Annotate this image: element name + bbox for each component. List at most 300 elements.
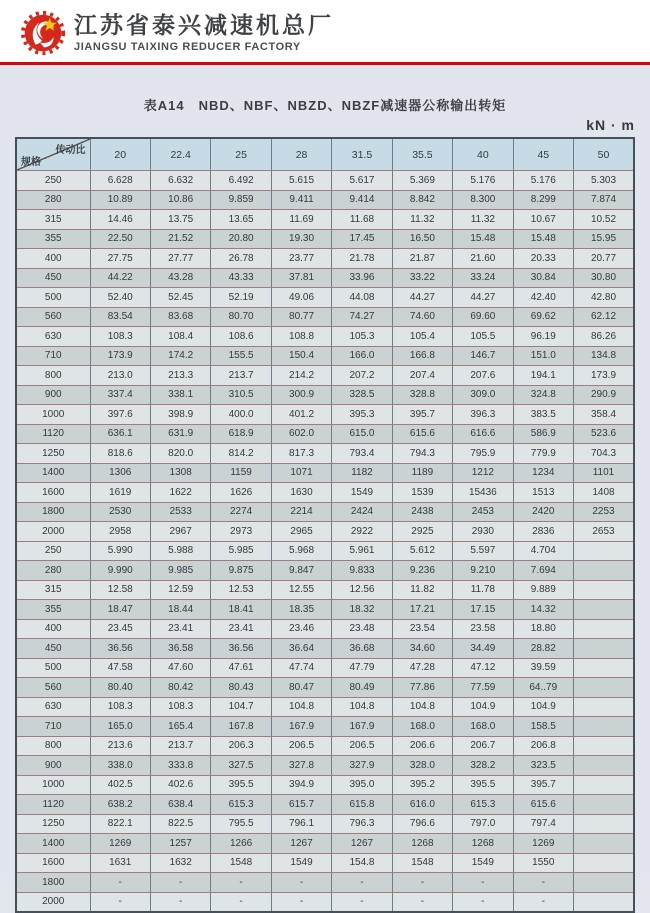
value-cell: 105.4: [392, 327, 452, 347]
value-cell: 814.2: [211, 444, 271, 464]
value-cell: 104.9: [453, 697, 513, 717]
spec-cell: 1800: [16, 502, 90, 522]
value-cell: 2420: [513, 502, 573, 522]
value-cell: 17.45: [332, 229, 392, 249]
value-cell: 18.41: [211, 600, 271, 620]
table-row: [16, 697, 634, 717]
spec-cell: 1250: [16, 814, 90, 834]
value-cell: 167.9: [332, 717, 392, 737]
value-cell: 704.3: [574, 444, 635, 464]
value-cell: [574, 775, 635, 795]
value-cell: 1268: [453, 834, 513, 854]
value-cell: 6.492: [211, 171, 271, 191]
value-cell: 1549: [271, 853, 331, 873]
value-cell: [574, 795, 635, 815]
spec-cell: 560: [16, 307, 90, 327]
ratio-column-header: 28: [271, 138, 331, 171]
value-cell: 16.50: [392, 229, 452, 249]
value-cell: 14.46: [90, 210, 150, 230]
value-cell: 20.77: [574, 249, 635, 269]
value-cell: 23.41: [211, 619, 271, 639]
value-cell: 22.50: [90, 229, 150, 249]
value-cell: 44.22: [90, 268, 150, 288]
spec-cell: 1600: [16, 483, 90, 503]
value-cell: 108.4: [150, 327, 210, 347]
value-cell: 327.8: [271, 756, 331, 776]
value-cell: 69.62: [513, 307, 573, 327]
value-cell: 18.80: [513, 619, 573, 639]
value-cell: 5.990: [90, 541, 150, 561]
spec-cell: 630: [16, 327, 90, 347]
value-cell: 5.617: [332, 171, 392, 191]
value-cell: 23.41: [150, 619, 210, 639]
table-row: [16, 678, 634, 698]
spec-cell: 280: [16, 190, 90, 210]
unit-label: kN · m: [586, 117, 635, 133]
value-cell: 47.12: [453, 658, 513, 678]
value-cell: 134.8: [574, 346, 635, 366]
value-cell: 43.33: [211, 268, 271, 288]
value-cell: [574, 561, 635, 581]
value-cell: 74.27: [332, 307, 392, 327]
value-cell: 166.0: [332, 346, 392, 366]
table-row: [16, 658, 634, 678]
value-cell: 1550: [513, 853, 573, 873]
table-row: [16, 522, 634, 542]
value-cell: 30.84: [513, 268, 573, 288]
value-cell: 358.4: [574, 405, 635, 425]
value-cell: 1548: [211, 853, 271, 873]
value-cell: 36.56: [211, 639, 271, 659]
value-cell: 52.40: [90, 288, 150, 308]
table-row: [16, 463, 634, 483]
spec-cell: 800: [16, 736, 90, 756]
value-cell: 797.4: [513, 814, 573, 834]
value-cell: 23.45: [90, 619, 150, 639]
value-cell: 1539: [392, 483, 452, 503]
value-cell: 324.8: [513, 385, 573, 405]
ratio-column-header: 40: [453, 138, 513, 171]
value-cell: 146.7: [453, 346, 513, 366]
value-cell: 395.5: [211, 775, 271, 795]
value-cell: 1071: [271, 463, 331, 483]
value-cell: 1513: [513, 483, 573, 503]
value-cell: 9.889: [513, 580, 573, 600]
value-cell: 615.3: [211, 795, 271, 815]
value-cell: 5.303: [574, 171, 635, 191]
value-cell: 52.19: [211, 288, 271, 308]
value-cell: 105.3: [332, 327, 392, 347]
value-cell: 395.5: [453, 775, 513, 795]
value-cell: 158.5: [513, 717, 573, 737]
value-cell: 37.81: [271, 268, 331, 288]
value-cell: 23.77: [271, 249, 331, 269]
value-cell: 337.4: [90, 385, 150, 405]
value-cell: 96.19: [513, 327, 573, 347]
value-cell: 150.4: [271, 346, 331, 366]
value-cell: 83.54: [90, 307, 150, 327]
value-cell: 77.86: [392, 678, 452, 698]
value-cell: 6.628: [90, 171, 150, 191]
value-cell: 1549: [453, 853, 513, 873]
value-cell: 9.859: [211, 190, 271, 210]
value-cell: 165.0: [90, 717, 150, 737]
table-row: [16, 717, 634, 737]
table-row: [16, 834, 634, 854]
table-title: 表A14 NBD、NBF、NBZD、NBZF减速器公称输出转矩: [143, 98, 507, 113]
value-cell: 615.0: [332, 424, 392, 444]
value-cell: 108.6: [211, 327, 271, 347]
spec-cell: 1800: [16, 873, 90, 893]
value-cell: 397.6: [90, 405, 150, 425]
value-cell: 39.59: [513, 658, 573, 678]
value-cell: 213.3: [150, 366, 210, 386]
value-cell: 616.0: [392, 795, 452, 815]
spec-cell: 280: [16, 561, 90, 581]
value-cell: -: [513, 892, 573, 912]
spec-cell: 1400: [16, 834, 90, 854]
spec-cell: 1250: [16, 444, 90, 464]
table-row: [16, 561, 634, 581]
value-cell: 795.5: [211, 814, 271, 834]
spec-cell: 800: [16, 366, 90, 386]
value-cell: -: [211, 873, 271, 893]
value-cell: 104.8: [332, 697, 392, 717]
value-cell: 9.990: [90, 561, 150, 581]
value-cell: 80.40: [90, 678, 150, 698]
value-cell: 618.9: [211, 424, 271, 444]
value-cell: 794.3: [392, 444, 452, 464]
value-cell: [574, 834, 635, 854]
value-cell: 47.61: [211, 658, 271, 678]
value-cell: [574, 892, 635, 912]
value-cell: 52.45: [150, 288, 210, 308]
value-cell: 2930: [453, 522, 513, 542]
value-cell: 12.53: [211, 580, 271, 600]
value-cell: 523.6: [574, 424, 635, 444]
value-cell: -: [453, 873, 513, 893]
value-cell: 1212: [453, 463, 513, 483]
value-cell: 207.2: [332, 366, 392, 386]
ratio-column-header: 35.5: [392, 138, 452, 171]
value-cell: [574, 853, 635, 873]
value-cell: [574, 873, 635, 893]
value-cell: 207.4: [392, 366, 452, 386]
table-row: [16, 775, 634, 795]
table-row: [16, 346, 634, 366]
value-cell: 166.8: [392, 346, 452, 366]
value-cell: 1308: [150, 463, 210, 483]
value-cell: -: [453, 892, 513, 912]
value-cell: 194.1: [513, 366, 573, 386]
torque-table: [15, 137, 635, 913]
spec-cell: 450: [16, 639, 90, 659]
value-cell: 207.6: [453, 366, 513, 386]
value-cell: 108.3: [90, 697, 150, 717]
value-cell: 820.0: [150, 444, 210, 464]
value-cell: 11.68: [332, 210, 392, 230]
value-cell: 213.0: [90, 366, 150, 386]
value-cell: 206.5: [332, 736, 392, 756]
value-cell: 23.48: [332, 619, 392, 639]
value-cell: 20.33: [513, 249, 573, 269]
value-cell: 23.46: [271, 619, 331, 639]
table-row: [16, 385, 634, 405]
value-cell: 9.985: [150, 561, 210, 581]
value-cell: 1631: [90, 853, 150, 873]
value-cell: 26.78: [211, 249, 271, 269]
value-cell: 43.28: [150, 268, 210, 288]
value-cell: 9.875: [211, 561, 271, 581]
table-row: [16, 444, 634, 464]
value-cell: 2533: [150, 502, 210, 522]
value-cell: 206.7: [453, 736, 513, 756]
value-cell: 10.86: [150, 190, 210, 210]
value-cell: 47.58: [90, 658, 150, 678]
spec-cell: 710: [16, 717, 90, 737]
value-cell: [574, 580, 635, 600]
value-cell: 383.5: [513, 405, 573, 425]
value-cell: 5.985: [211, 541, 271, 561]
value-cell: 206.3: [211, 736, 271, 756]
value-cell: 796.1: [271, 814, 331, 834]
value-cell: 1408: [574, 483, 635, 503]
spec-axis-label: 规格: [21, 157, 41, 168]
value-cell: -: [513, 873, 573, 893]
spec-cell: 355: [16, 600, 90, 620]
table-row: [16, 307, 634, 327]
value-cell: 20.80: [211, 229, 271, 249]
value-cell: 108.3: [90, 327, 150, 347]
value-cell: 615.6: [513, 795, 573, 815]
value-cell: 795.9: [453, 444, 513, 464]
spec-cell: 1600: [16, 853, 90, 873]
value-cell: 2922: [332, 522, 392, 542]
value-cell: 13.65: [211, 210, 271, 230]
value-cell: 9.236: [392, 561, 452, 581]
value-cell: 80.43: [211, 678, 271, 698]
value-cell: 11.32: [392, 210, 452, 230]
value-cell: 47.60: [150, 658, 210, 678]
value-cell: 155.5: [211, 346, 271, 366]
value-cell: 18.47: [90, 600, 150, 620]
value-cell: 2967: [150, 522, 210, 542]
value-cell: 42.80: [574, 288, 635, 308]
value-cell: 5.369: [392, 171, 452, 191]
spec-cell: 250: [16, 171, 90, 191]
value-cell: 174.2: [150, 346, 210, 366]
table-row: [16, 502, 634, 522]
ratio-column-header: 22.4: [150, 138, 210, 171]
value-cell: 11.78: [453, 580, 513, 600]
value-cell: 47.28: [392, 658, 452, 678]
value-cell: 2973: [211, 522, 271, 542]
table-row: [16, 853, 634, 873]
value-cell: 12.59: [150, 580, 210, 600]
value-cell: 173.9: [574, 366, 635, 386]
value-cell: [574, 756, 635, 776]
value-cell: 328.8: [392, 385, 452, 405]
value-cell: 44.27: [453, 288, 513, 308]
value-cell: 47.74: [271, 658, 331, 678]
value-cell: 15.48: [513, 229, 573, 249]
value-cell: 818.6: [90, 444, 150, 464]
table-row: [16, 171, 634, 191]
value-cell: 1234: [513, 463, 573, 483]
value-cell: 206.6: [392, 736, 452, 756]
spec-cell: 450: [16, 268, 90, 288]
value-cell: 2958: [90, 522, 150, 542]
value-cell: 300.9: [271, 385, 331, 405]
value-cell: -: [332, 873, 392, 893]
value-cell: 1269: [513, 834, 573, 854]
value-cell: 18.44: [150, 600, 210, 620]
spec-cell: 355: [16, 229, 90, 249]
value-cell: 151.0: [513, 346, 573, 366]
value-cell: 105.5: [453, 327, 513, 347]
spec-cell: 1120: [16, 424, 90, 444]
value-cell: 33.24: [453, 268, 513, 288]
value-cell: 1266: [211, 834, 271, 854]
value-cell: 206.5: [271, 736, 331, 756]
value-cell: 1306: [90, 463, 150, 483]
value-cell: 21.52: [150, 229, 210, 249]
value-cell: 395.2: [392, 775, 452, 795]
value-cell: 213.7: [211, 366, 271, 386]
table-row: [16, 619, 634, 639]
value-cell: [574, 600, 635, 620]
company-name-cn: 江苏省泰兴减速机总厂: [74, 12, 334, 38]
value-cell: 83.68: [150, 307, 210, 327]
value-cell: 28.82: [513, 639, 573, 659]
value-cell: 2925: [392, 522, 452, 542]
spec-cell: 315: [16, 210, 90, 230]
value-cell: 108.3: [150, 697, 210, 717]
value-cell: -: [90, 892, 150, 912]
table-row: [16, 229, 634, 249]
value-cell: 2438: [392, 502, 452, 522]
spec-cell: 1000: [16, 775, 90, 795]
value-cell: 9.414: [332, 190, 392, 210]
table-row: [16, 892, 634, 912]
table-row: [16, 873, 634, 893]
value-cell: 338.1: [150, 385, 210, 405]
value-cell: 395.3: [332, 405, 392, 425]
value-cell: 12.55: [271, 580, 331, 600]
value-cell: 1622: [150, 483, 210, 503]
value-cell: 167.9: [271, 717, 331, 737]
corner-cell: [16, 138, 90, 171]
table-row: [16, 288, 634, 308]
value-cell: 5.615: [271, 171, 331, 191]
table-row: [16, 268, 634, 288]
value-cell: 1549: [332, 483, 392, 503]
spec-cell: 900: [16, 385, 90, 405]
value-cell: 328.0: [392, 756, 452, 776]
value-cell: 1630: [271, 483, 331, 503]
value-cell: 21.78: [332, 249, 392, 269]
value-cell: 80.47: [271, 678, 331, 698]
value-cell: 11.69: [271, 210, 331, 230]
table-row: [16, 600, 634, 620]
value-cell: 13.75: [150, 210, 210, 230]
value-cell: 214.2: [271, 366, 331, 386]
value-cell: 9.847: [271, 561, 331, 581]
value-cell: 817.3: [271, 444, 331, 464]
ratio-header-row: [16, 138, 634, 171]
value-cell: 2530: [90, 502, 150, 522]
value-cell: -: [392, 892, 452, 912]
value-cell: [574, 619, 635, 639]
value-cell: 62.12: [574, 307, 635, 327]
spec-cell: 315: [16, 580, 90, 600]
value-cell: 44.08: [332, 288, 392, 308]
value-cell: 395.7: [392, 405, 452, 425]
value-cell: 1101: [574, 463, 635, 483]
value-cell: 1159: [211, 463, 271, 483]
value-cell: 173.9: [90, 346, 150, 366]
value-cell: [574, 678, 635, 698]
value-cell: 5.988: [150, 541, 210, 561]
value-cell: 333.8: [150, 756, 210, 776]
value-cell: 822.5: [150, 814, 210, 834]
value-cell: 64..79: [513, 678, 573, 698]
value-cell: 27.77: [150, 249, 210, 269]
value-cell: 11.32: [453, 210, 513, 230]
value-cell: 2653: [574, 522, 635, 542]
ratio-column-header: 50: [574, 138, 635, 171]
value-cell: -: [271, 873, 331, 893]
value-cell: 328.5: [332, 385, 392, 405]
value-cell: 327.9: [332, 756, 392, 776]
ratio-column-header: 45: [513, 138, 573, 171]
value-cell: 1267: [271, 834, 331, 854]
value-cell: 1626: [211, 483, 271, 503]
table-row: [16, 580, 634, 600]
value-cell: 402.6: [150, 775, 210, 795]
value-cell: 1619: [90, 483, 150, 503]
value-cell: 822.1: [90, 814, 150, 834]
torque-table-body: [16, 171, 634, 913]
value-cell: 797.0: [453, 814, 513, 834]
table-row: [16, 541, 634, 561]
value-cell: 793.4: [332, 444, 392, 464]
value-cell: 5.176: [513, 171, 573, 191]
value-cell: [574, 814, 635, 834]
value-cell: 394.9: [271, 775, 331, 795]
value-cell: 8.300: [453, 190, 513, 210]
value-cell: [574, 639, 635, 659]
value-cell: 7.694: [513, 561, 573, 581]
value-cell: 15.95: [574, 229, 635, 249]
table-row: [16, 639, 634, 659]
value-cell: 18.35: [271, 600, 331, 620]
value-cell: 10.89: [90, 190, 150, 210]
value-cell: 12.56: [332, 580, 392, 600]
value-cell: -: [332, 892, 392, 912]
value-cell: 49.06: [271, 288, 331, 308]
value-cell: 796.3: [332, 814, 392, 834]
company-name-en: JIANGSU TAIXING REDUCER FACTORY: [74, 41, 301, 53]
value-cell: 21.60: [453, 249, 513, 269]
value-cell: 1269: [90, 834, 150, 854]
value-cell: 104.7: [211, 697, 271, 717]
value-cell: 5.961: [332, 541, 392, 561]
value-cell: 638.2: [90, 795, 150, 815]
value-cell: 104.8: [271, 697, 331, 717]
value-cell: 1632: [150, 853, 210, 873]
value-cell: 2253: [574, 502, 635, 522]
